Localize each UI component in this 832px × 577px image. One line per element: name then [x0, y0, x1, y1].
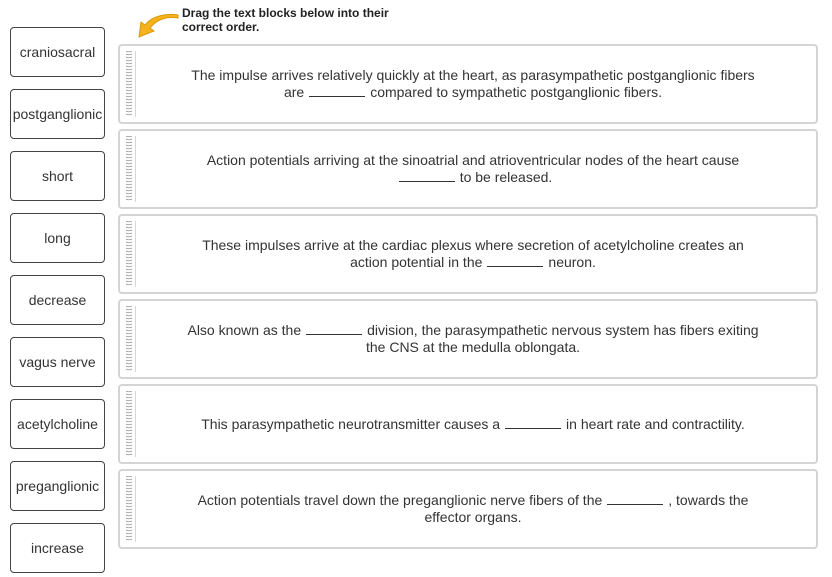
sentence-text-part: These impulses arrive at the cardiac plexus where secretion of acetylcholine creates an — [202, 237, 744, 253]
sentence-text-part: the CNS at the medulla oblongata. — [365, 339, 581, 355]
sentence-text-part: The impulse arrives relatively quickly at the heart, as parasympathetic postganglionic fibers — [191, 67, 755, 83]
sentence-text-part: compared to sympathetic postganglionic fibers. — [370, 84, 663, 100]
sentence-text — [138, 386, 808, 462]
word-tile-short[interactable]: short — [10, 151, 105, 201]
sentence-text-part: effector organs. — [424, 509, 522, 525]
sentence-text — [138, 216, 808, 292]
instruction-area — [136, 6, 436, 36]
blank-drop-zone[interactable] — [607, 493, 663, 505]
drag-handle-icon[interactable] — [125, 476, 136, 542]
drag-handle-icon[interactable] — [125, 221, 136, 287]
instruction-line-2: correct order. — [182, 20, 260, 34]
grip-pattern — [125, 136, 133, 202]
arrow-icon — [136, 10, 180, 40]
sentence-text-part: This parasympathetic neurotransmitter causes a — [201, 415, 501, 432]
word-tile-decrease[interactable]: decrease — [10, 275, 105, 325]
grip-pattern — [125, 306, 133, 372]
word-tile-postganglionic[interactable]: postganglionic — [10, 89, 105, 139]
sentence-block-6[interactable] — [118, 469, 818, 549]
word-tile-preganglionic[interactable]: preganglionic — [10, 461, 105, 511]
word-tile-craniosacral[interactable]: craniosacral — [10, 27, 105, 77]
sentence-block-5[interactable] — [118, 384, 818, 464]
sentence-block-2[interactable] — [118, 129, 818, 209]
sentence-text — [138, 131, 808, 207]
blank-drop-zone[interactable] — [487, 255, 543, 267]
grip-pattern — [125, 221, 133, 287]
sentence-text-part: Also known as the — [187, 322, 302, 338]
sentence-text-part: are — [283, 84, 305, 100]
drag-handle-icon[interactable] — [125, 391, 136, 457]
grip-pattern — [125, 51, 133, 117]
blank-drop-zone[interactable] — [306, 323, 362, 335]
word-tile-long[interactable]: long — [10, 213, 105, 263]
drag-handle-icon[interactable] — [125, 136, 136, 202]
sentence-text-part: Action potentials arriving at the sinoatrial and atrioventricular nodes of the heart cause — [206, 152, 740, 168]
sentence-text-part: neuron. — [548, 254, 596, 270]
sentence-text-part: to be released. — [459, 169, 553, 185]
word-tile-acetylcholine[interactable]: acetylcholine — [10, 399, 105, 449]
drag-handle-icon[interactable] — [125, 306, 136, 372]
sentence-text — [138, 46, 808, 122]
sentence-text-part: division, the parasympathetic nervous system has fibers exiting — [367, 322, 759, 338]
sentence-text-part: action potential in the — [350, 254, 483, 270]
word-tile-increase[interactable]: increase — [10, 523, 105, 573]
drag-handle-icon[interactable] — [125, 51, 136, 117]
sentence-text-part: in heart rate and contractility. — [566, 415, 745, 432]
blank-drop-zone[interactable] — [399, 170, 455, 182]
grip-pattern — [125, 391, 133, 457]
sentence-block-1[interactable] — [118, 44, 818, 124]
sentence-text — [138, 471, 808, 547]
instruction-text — [182, 6, 422, 34]
sentence-text-part: Action potentials travel down the preganglionic nerve fibers of the — [197, 492, 603, 508]
instruction-line-1: Drag the text blocks below into their — [182, 6, 389, 20]
sentence-block-3[interactable] — [118, 214, 818, 294]
blank-drop-zone[interactable] — [309, 85, 365, 97]
grip-pattern — [125, 476, 133, 542]
sentence-block-4[interactable] — [118, 299, 818, 379]
sentence-text-part: , towards the — [668, 492, 749, 508]
blank-drop-zone[interactable] — [505, 417, 561, 429]
sentence-text — [138, 301, 808, 377]
word-tile-vagus-nerve[interactable]: vagus nerve — [10, 337, 105, 387]
